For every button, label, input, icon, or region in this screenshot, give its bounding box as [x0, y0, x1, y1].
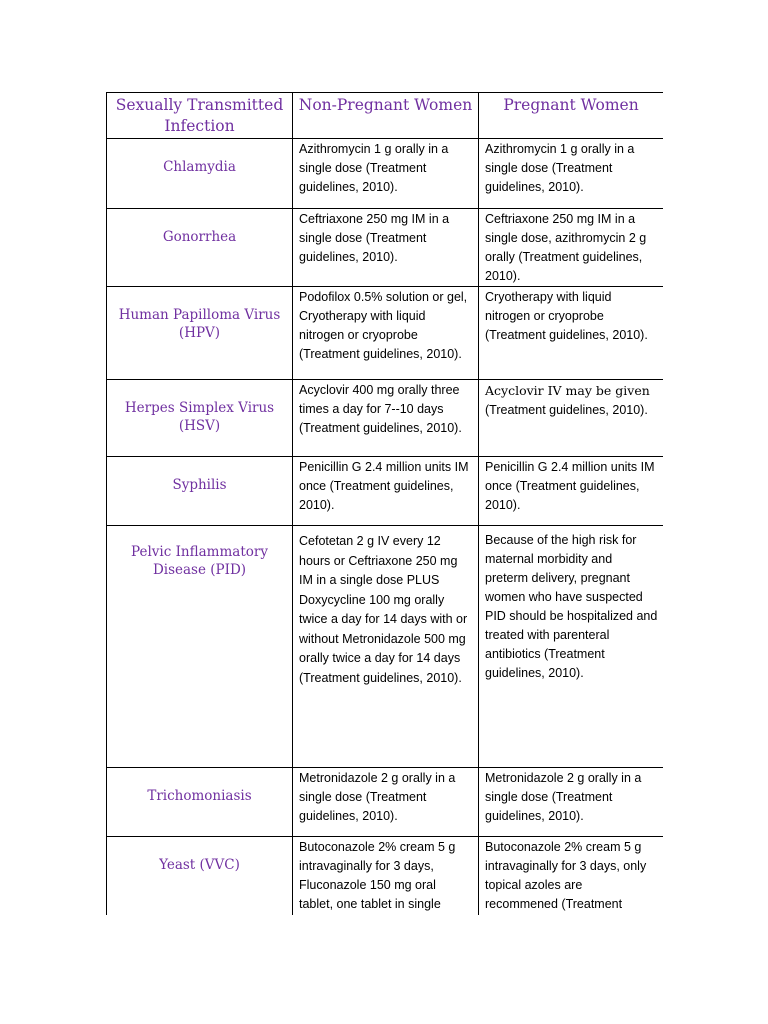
pregnant-treatment: (Treatment guidelines, 2010). — [485, 403, 648, 417]
infection-name: Trichomoniasis — [107, 768, 293, 837]
pregnant-treatment: Butoconazole 2% cream 5 g intravaginally for 3 days, only topical azoles are recommened (Treatment — [479, 837, 664, 916]
infection-name: Syphilis — [107, 457, 293, 526]
table-row — [107, 287, 664, 380]
treatment-table — [106, 92, 663, 915]
pregnant-treatment: Metronidazole 2 g orally in a single dose (Treatment guidelines, 2010). — [479, 768, 664, 837]
infection-name: Gonorrhea — [107, 209, 293, 287]
infection-name: Yeast (VVC) — [107, 837, 293, 916]
non-pregnant-treatment: Penicillin G 2.4 million units IM once (Treatment guidelines, 2010). — [293, 457, 479, 526]
pregnant-treatment-cell — [479, 380, 664, 457]
header-infection: Sexually Transmitted Infection — [107, 93, 293, 139]
pregnant-treatment: Ceftriaxone 250 mg IM in a single dose, azithromycin 2 g orally (Treatment guidelines, 2010). — [479, 209, 664, 287]
pregnant-treatment-lead: Acyclovir IV may be given — [485, 383, 650, 398]
non-pregnant-treatment: Metronidazole 2 g orally in a single dose (Treatment guidelines, 2010). — [293, 768, 479, 837]
non-pregnant-treatment: Podofilox 0.5% solution or gel, Cryotherapy with liquid nitrogen or cryoprobe (Treatment guidelines, 2010). — [293, 287, 479, 380]
non-pregnant-treatment: Ceftriaxone 250 mg IM in a single dose (Treatment guidelines, 2010). — [293, 209, 479, 287]
non-pregnant-treatment: Butoconazole 2% cream 5 g intravaginally for 3 days, Fluconazole 150 mg oral tablet, one tablet in single — [293, 837, 479, 916]
non-pregnant-treatment: Acyclovir 400 mg orally three times a day for 7--10 days (Treatment guidelines, 2010). — [293, 380, 479, 457]
header-pregnant: Pregnant Women — [479, 93, 664, 139]
non-pregnant-treatment: Azithromycin 1 g orally in a single dose (Treatment guidelines, 2010). — [293, 139, 479, 209]
table-row — [107, 457, 664, 526]
pregnant-treatment: Penicillin G 2.4 million units IM once (Treatment guidelines, 2010). — [479, 457, 664, 526]
treatment-table-container — [106, 92, 663, 915]
pregnant-treatment: Because of the high risk for maternal morbidity and preterm delivery, pregnant women who have suspected PID should be hospitalized and treated with parenteral antibiotics (Treatment guidelines, 2010). — [479, 526, 664, 768]
pregnant-treatment: Cryotherapy with liquid nitrogen or cryoprobe (Treatment guidelines, 2010). — [479, 287, 664, 380]
table-row — [107, 139, 664, 209]
header-row — [107, 93, 664, 139]
table-row — [107, 209, 664, 287]
table-row — [107, 380, 664, 457]
infection-name: Herpes Simplex Virus (HSV) — [107, 380, 293, 457]
header-non-pregnant: Non-Pregnant Women — [293, 93, 479, 139]
infection-name: Chlamydia — [107, 139, 293, 209]
infection-name: Human Papilloma Virus (HPV) — [107, 287, 293, 380]
table-row — [107, 837, 664, 916]
table-row — [107, 526, 664, 768]
pregnant-treatment: Azithromycin 1 g orally in a single dose (Treatment guidelines, 2010). — [479, 139, 664, 209]
infection-name: Pelvic Inflammatory Disease (PID) — [107, 526, 293, 768]
non-pregnant-treatment: Cefotetan 2 g IV every 12 hours or Ceftriaxone 250 mg IM in a single dose PLUS Doxycycline 100 mg orally twice a day for 14 days with or without Metronidazole 500 mg orally twice a day for 14 days (Treatment guidelines, 2010). — [293, 526, 479, 768]
table-row — [107, 768, 664, 837]
